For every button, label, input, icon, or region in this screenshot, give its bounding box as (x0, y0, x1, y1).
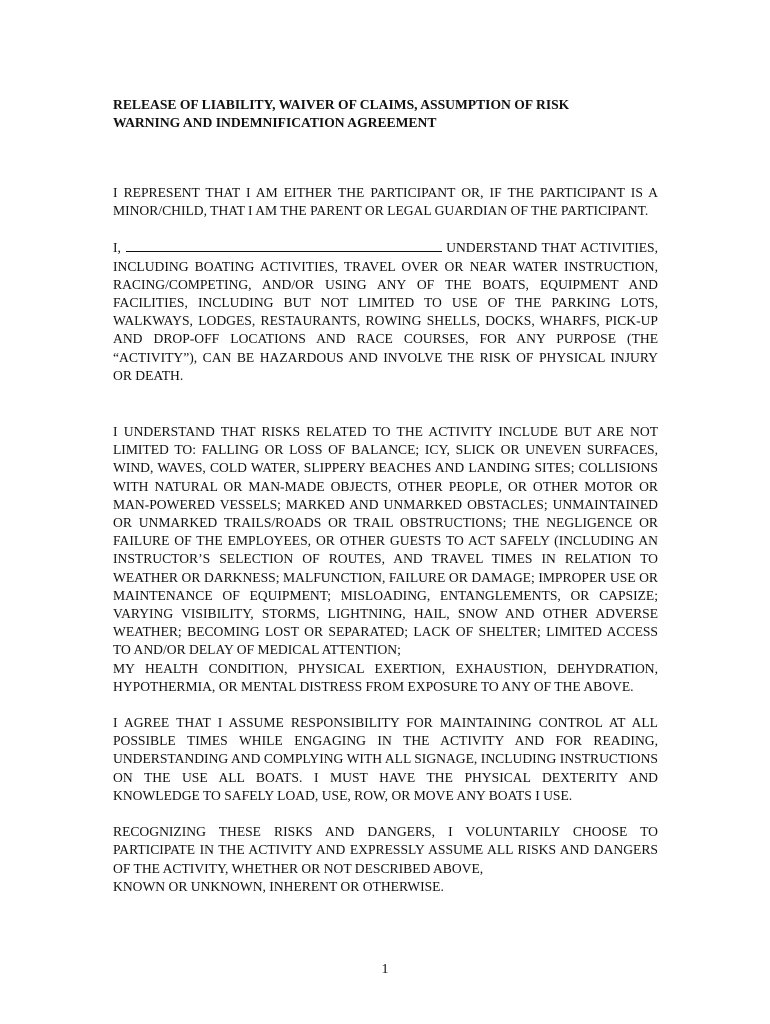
risks-health-line: MY HEALTH CONDITION, PHYSICAL EXERTION, EXHAUSTION, DEHYDRATION, HYPOTHERMIA, OR MENTAL DISTRESS FROM EXPOSURE TO ANY OF THE ABOVE. (113, 660, 658, 694)
understanding-prefix: I, (113, 240, 121, 256)
title-line-1: RELEASE OF LIABILITY, WAIVER OF CLAIMS, ASSUMPTION OF RISK (113, 97, 570, 112)
representation-paragraph: I REPRESENT THAT I AM EITHER THE PARTICIPANT OR, IF THE PARTICIPANT IS A MINOR/CHILD, THAT I AM THE PARENT OR LEGAL GUARDIAN OF THE PARTICIPANT. (113, 185, 658, 219)
title-line-2: WARNING AND INDEMNIFICATION AGREEMENT (113, 115, 437, 130)
page-number: 1 (381, 962, 389, 977)
risks-paragraph (113, 423, 658, 696)
understanding-paragraph (113, 239, 658, 385)
risks-text: I UNDERSTAND THAT RISKS RELATED TO THE ACTIVITY INCLUDE BUT ARE NOT LIMITED TO: FALLING OR LOSS OF BALANCE; ICY, SLICK OR UNEVEN SURFACES, WIND, WAVES, COLD WATER, SLIPPERY BEACHES AND LANDING SITES; COLLISIONS WITH NATURAL OR MAN-MADE OBJECTS, OTHER PEOPLE, OR OTHER MOTOR OR MAN-POWERED VESSELS; MARKED AND UNMARKED OBSTACLES; UNMAINTAINED OR UNMARKED TRAILS/ROADS OR TRAIL OBSTRUCTIONS; THE NEGLIGENCE OR FAILURE OF THE EMPLOYEES, OR OTHER GUESTS TO ACT SAFELY (INCLUDING AN INSTRUCTOR’S SELECTION OF ROUTES, AND TRAVEL TIMES IN RELATION TO WEATHER OR DARKNESS; MALFUNCTION, FAILURE OR DAMAGE; IMPROPER USE OR MAINTENANCE OF EQUIPMENT; MISLOADING, ENTANGLEMENTS, OR CAPSIZE; VARYING VISIBILITY, STORMS, LIGHTNING, HAIL, SNOW AND OTHER ADVERSE WEATHER; BECOMING LOST OR SEPARATED; LACK OF SHELTER; LIMITED ACCESS TO AND/OR DELAY OF MEDICAL ATTENTION; (113, 424, 658, 658)
recognizing-text: RECOGNIZING THESE RISKS AND DANGERS, I VOLUNTARILY CHOOSE TO PARTICIPATE IN THE ACTIVITY AND EXPRESSLY ASSUME ALL RISKS AND DANGERS OF THE ACTIVITY, WHETHER OR NOT DESCRIBED ABOVE, (113, 824, 658, 876)
document-page (113, 96, 658, 896)
agreement-paragraph: I AGREE THAT I ASSUME RESPONSIBILITY FOR MAINTAINING CONTROL AT ALL POSSIBLE TIMES WHILE ENGAGING IN THE ACTIVITY AND FOR READING, UNDERSTANDING AND COMPLYING WITH ALL SIGNAGE, INCLUDING INSTRUCTIONS ON THE USE ALL BOATS. I MUST HAVE THE PHYSICAL DEXTERITY AND KNOWLEDGE TO SAFELY LOAD, USE, ROW, OR MOVE ANY BOATS I USE. (113, 715, 658, 803)
understanding-body: UNDERSTAND THAT ACTIVITIES, INCLUDING BOATING ACTIVITIES, TRAVEL OVER OR NEAR WATER INSTRUCTION, RACING/COMPETING, AND/OR USING ANY OF THE BOATS, EQUIPMENT AND FACILITIES, INCLUDING BUT NOT LIMITED TO USE OF THE PARKING LOTS, WALKWAYS, LODGES, RESTAURANTS, ROWING SHELLS, DOCKS, WHARFS, PICK-UP AND DROP-OFF LOCATIONS AND RACE COURSES, FOR ANY PURPOSE (THE “ACTIVITY”), CAN BE HAZARDOUS AND INVOLVE THE RISK OF PHYSICAL INJURY OR DEATH. (113, 240, 658, 383)
recognizing-paragraph (113, 823, 658, 896)
participant-name-blank[interactable] (126, 239, 442, 252)
document-title (113, 96, 658, 132)
recognizing-last-line: KNOWN OR UNKNOWN, INHERENT OR OTHERWISE. (113, 878, 444, 894)
